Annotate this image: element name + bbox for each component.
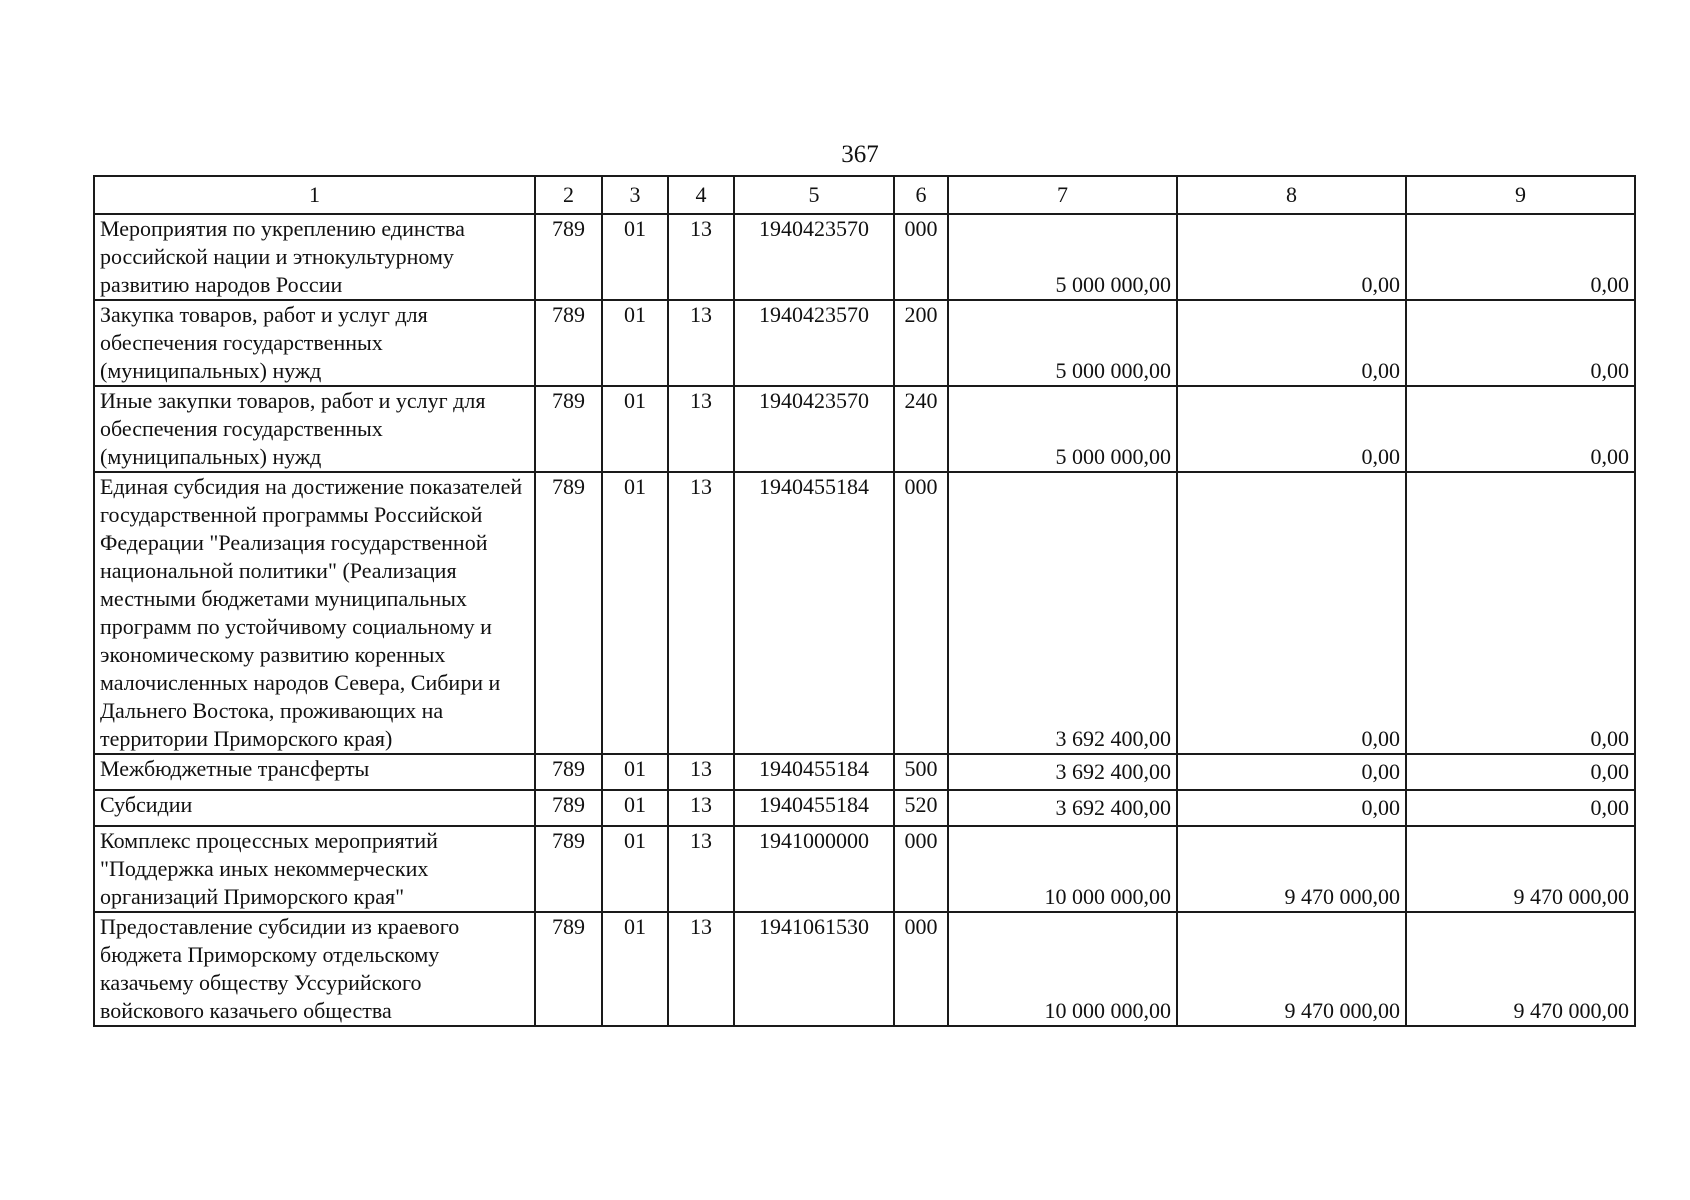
cell-col9: 9 470 000,00 <box>1406 826 1635 912</box>
cell-col9: 0,00 <box>1406 386 1635 472</box>
cell-col5: 1940423570 <box>734 300 894 386</box>
cell-col9: 0,00 <box>1406 472 1635 754</box>
cell-col6: 520 <box>894 790 948 826</box>
column-header: 1 <box>94 176 535 214</box>
cell-col4: 13 <box>668 300 734 386</box>
row-name: Предоставление субсидии из краевого бюджета Приморскому отдельскому казачьему обществу Уссурийского войскового казачьего общества <box>94 912 535 1026</box>
cell-col4: 13 <box>668 754 734 790</box>
cell-col4: 13 <box>668 386 734 472</box>
column-header: 2 <box>535 176 602 214</box>
cell-col8: 0,00 <box>1177 790 1406 826</box>
cell-col7: 5 000 000,00 <box>948 386 1177 472</box>
cell-col9: 0,00 <box>1406 300 1635 386</box>
cell-col2: 789 <box>535 386 602 472</box>
cell-col2: 789 <box>535 790 602 826</box>
column-header: 8 <box>1177 176 1406 214</box>
cell-col2: 789 <box>535 300 602 386</box>
cell-col3: 01 <box>602 826 668 912</box>
table-row <box>94 386 1635 472</box>
table-row <box>94 300 1635 386</box>
cell-col8: 0,00 <box>1177 754 1406 790</box>
cell-col4: 13 <box>668 912 734 1026</box>
cell-col7: 5 000 000,00 <box>948 214 1177 300</box>
row-name: Единая субсидия на достижение показателей государственной программы Российской Федерации "Реализация государственной национальной политики" (Реализация местными бюджетами муниципальных программ по устойчивому социальному и экономическому развитию коренных малочисленных народов Севера, Сибири и Дальнего Востока, проживающих на территории Приморского края) <box>94 472 535 754</box>
row-name: Мероприятия по укреплению единства российской нации и этнокультурному развитию народов России <box>94 214 535 300</box>
cell-col9: 0,00 <box>1406 790 1635 826</box>
cell-col6: 000 <box>894 912 948 1026</box>
cell-col9: 0,00 <box>1406 754 1635 790</box>
cell-col6: 000 <box>894 472 948 754</box>
column-header: 7 <box>948 176 1177 214</box>
cell-col2: 789 <box>535 214 602 300</box>
cell-col7: 10 000 000,00 <box>948 912 1177 1026</box>
cell-col6: 500 <box>894 754 948 790</box>
cell-col2: 789 <box>535 472 602 754</box>
cell-col3: 01 <box>602 754 668 790</box>
cell-col8: 0,00 <box>1177 214 1406 300</box>
cell-col8: 0,00 <box>1177 472 1406 754</box>
cell-col2: 789 <box>535 912 602 1026</box>
column-header: 9 <box>1406 176 1635 214</box>
header-row <box>94 176 1635 214</box>
row-name: Иные закупки товаров, работ и услуг для обеспечения государственных (муниципальных) нужд <box>94 386 535 472</box>
cell-col2: 789 <box>535 754 602 790</box>
column-header: 6 <box>894 176 948 214</box>
table-row <box>94 826 1635 912</box>
cell-col3: 01 <box>602 472 668 754</box>
cell-col9: 0,00 <box>1406 214 1635 300</box>
cell-col5: 1940423570 <box>734 386 894 472</box>
cell-col7: 3 692 400,00 <box>948 472 1177 754</box>
table-row <box>94 912 1635 1026</box>
cell-col7: 3 692 400,00 <box>948 790 1177 826</box>
cell-col3: 01 <box>602 300 668 386</box>
cell-col3: 01 <box>602 386 668 472</box>
column-header: 5 <box>734 176 894 214</box>
table-row <box>94 790 1635 826</box>
row-name: Закупка товаров, работ и услуг для обеспечения государственных (муниципальных) нужд <box>94 300 535 386</box>
row-name: Субсидии <box>94 790 535 826</box>
cell-col8: 9 470 000,00 <box>1177 826 1406 912</box>
cell-col3: 01 <box>602 912 668 1026</box>
cell-col9: 9 470 000,00 <box>1406 912 1635 1026</box>
cell-col2: 789 <box>535 826 602 912</box>
cell-col7: 10 000 000,00 <box>948 826 1177 912</box>
row-name: Межбюджетные трансферты <box>94 754 535 790</box>
cell-col3: 01 <box>602 790 668 826</box>
cell-col5: 1940455184 <box>734 790 894 826</box>
table-row <box>94 214 1635 300</box>
cell-col3: 01 <box>602 214 668 300</box>
table-row <box>94 472 1635 754</box>
cell-col5: 1940423570 <box>734 214 894 300</box>
cell-col4: 13 <box>668 790 734 826</box>
row-name: Комплекс процессных мероприятий "Поддержка иных некоммерческих организаций Приморского края" <box>94 826 535 912</box>
cell-col7: 3 692 400,00 <box>948 754 1177 790</box>
cell-col6: 000 <box>894 826 948 912</box>
cell-col7: 5 000 000,00 <box>948 300 1177 386</box>
cell-col8: 0,00 <box>1177 386 1406 472</box>
cell-col5: 1941000000 <box>734 826 894 912</box>
budget-table <box>93 175 1636 1027</box>
cell-col8: 9 470 000,00 <box>1177 912 1406 1026</box>
cell-col6: 240 <box>894 386 948 472</box>
column-header: 3 <box>602 176 668 214</box>
page-number: 367 <box>841 141 879 168</box>
column-header: 4 <box>668 176 734 214</box>
cell-col5: 1941061530 <box>734 912 894 1026</box>
cell-col6: 000 <box>894 214 948 300</box>
cell-col6: 200 <box>894 300 948 386</box>
cell-col8: 0,00 <box>1177 300 1406 386</box>
cell-col5: 1940455184 <box>734 754 894 790</box>
cell-col4: 13 <box>668 826 734 912</box>
cell-col4: 13 <box>668 472 734 754</box>
cell-col5: 1940455184 <box>734 472 894 754</box>
table-row <box>94 754 1635 790</box>
cell-col4: 13 <box>668 214 734 300</box>
